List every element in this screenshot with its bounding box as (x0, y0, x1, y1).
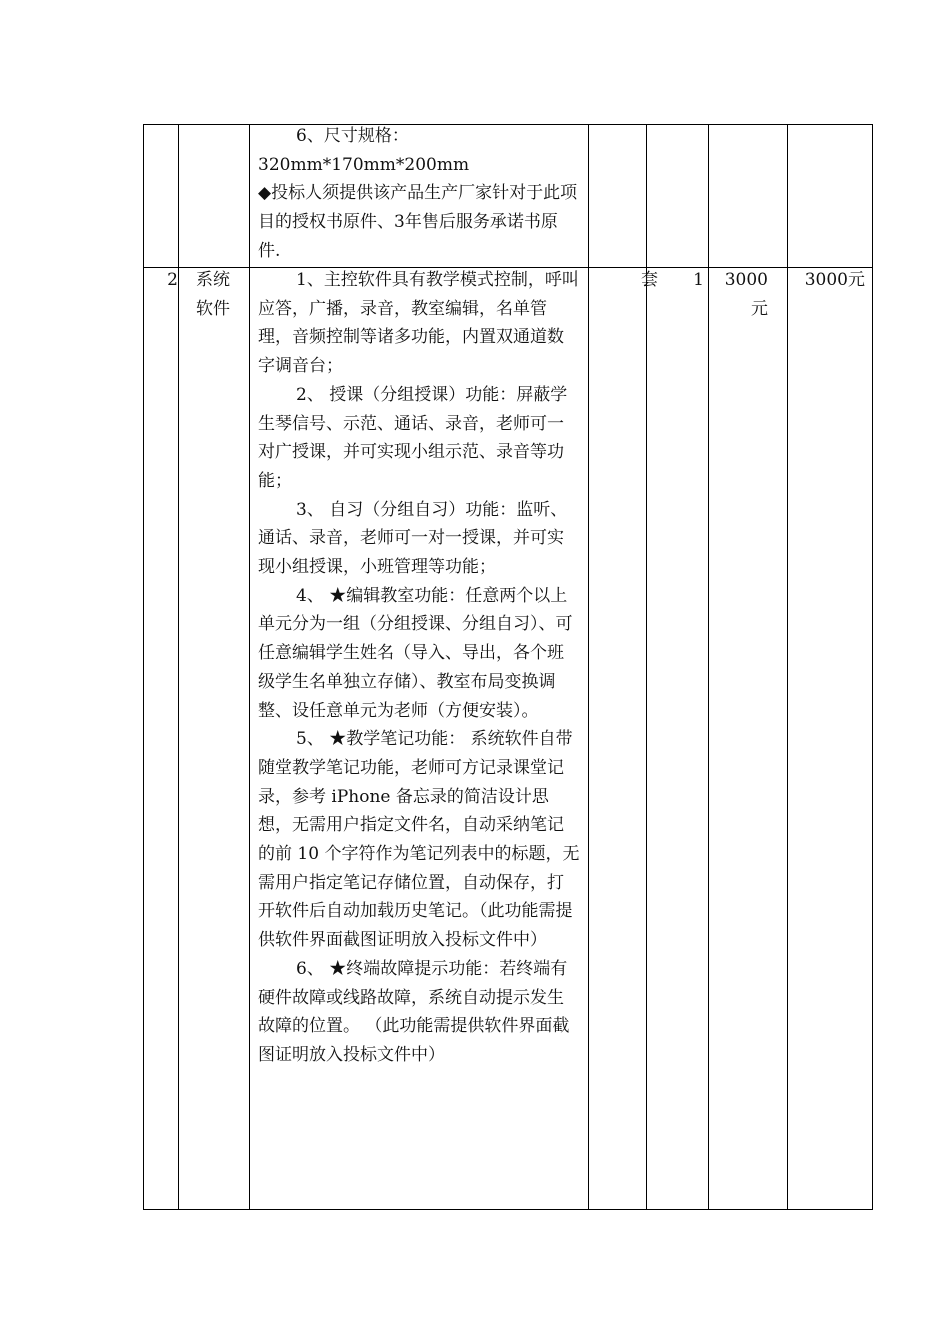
col-border (872, 124, 873, 1210)
row-2-total-price: 3000元 (804, 270, 865, 290)
row-2-quantity: 1 (693, 270, 704, 290)
table-border-bottom (143, 1209, 873, 1210)
row-1-description (258, 122, 580, 266)
desc-line: 1、主控软件具有教学模式控制，呼叫应答，广播，录音，教室编辑，名单管理，音频控制等诸多功能，内置双通道数字调音台； (258, 270, 579, 377)
desc-line: 2、 授课（分组授课）功能：屏蔽学生琴信号、示范、通话、录音，老师可一对广授课，并可实现小组示范、录音等功能； (258, 384, 568, 491)
desc-line: 4、 ★编辑教室功能：任意两个以上单元分为一组（分组授课、分组自习）、可任意编辑学生姓名（导入、导出，各个班级学生名单独立存储）、教室布局变换调整、设任意单元为老师（方便安装）。 (258, 585, 573, 721)
desc-line: 5、 ★教学笔记功能： 系统软件自带随堂教学笔记功能，老师可方记录课堂记录，参考 iPhone 备忘录的简洁设计思想，无需用户指定文件名，自动采纳笔记的前 10 个字符作为笔记列表中的标题，无需用户指定笔记存储位置，自动保存，打开软件后自动加载历史笔记。（此功能需提供软件界面截图证明放入投标文件中） (258, 729, 580, 951)
desc-line: 6、 ★终端故障提示功能：若终端有硬件故障或线路故障，系统自动提示发生故障的位置。 （此功能需提供软件界面截图证明放入投标文件中） (258, 958, 570, 1065)
col-border (787, 124, 788, 1210)
row-2-number: 2 (167, 270, 178, 290)
desc-line: 320mm*170mm*200mm (258, 154, 470, 175)
col-border (249, 124, 250, 1210)
col-border (708, 124, 709, 1210)
row-2-item-name: 系统软件 (196, 270, 230, 319)
desc-line: 6、尺寸规格： (296, 126, 409, 146)
row-2-description (258, 266, 580, 1070)
row-2-unit: 套 (641, 270, 658, 290)
row-2-unit-price: 3000元 (724, 270, 768, 319)
col-border (178, 124, 179, 1210)
desc-line: ◆投标人须提供该产品生产厂家针对于此项目的授权书原件、3年售后服务承诺书原件. (258, 183, 578, 261)
desc-line: 3、 自习（分组自习）功能：监听、通话、录音，老师可一对一授课，并可实现小组授课，小班管理等功能； (258, 499, 568, 578)
